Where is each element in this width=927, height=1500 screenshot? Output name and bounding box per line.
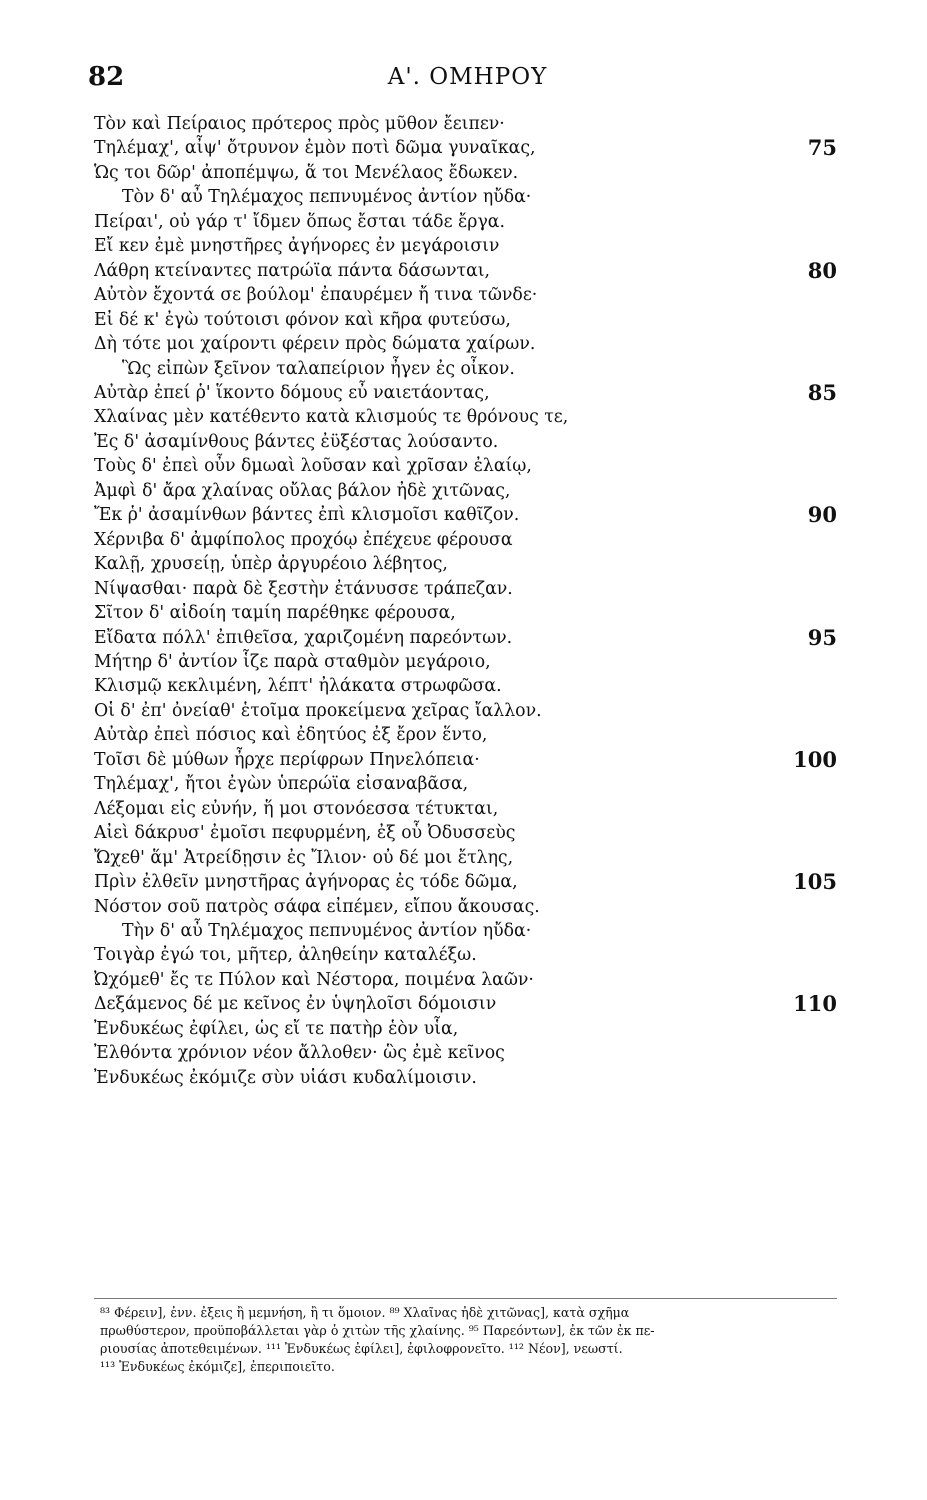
verse-text: Ὡς τοι δῶρ' ἀποπέμψω, ἅ τοι Μενέλαος ἔδωκεν. — [94, 162, 519, 183]
verse-line — [94, 528, 837, 552]
running-title: Α'. ΟΜΗΡΟΥ — [387, 64, 548, 90]
verse-line — [94, 259, 837, 283]
page-number: 82 — [88, 62, 125, 92]
verse-text: Εἴδατα πόλλ' ἐπιθεῖσα, χαριζομένη παρεόντων. — [94, 627, 513, 648]
footnote-line: ριουσίας ἀποτεθειμένων. ¹¹¹ Ἐνδυκέως ἐφίλει], ἐφιλοφρονεῖτο. ¹¹² Νέον], νεωστί. — [100, 1341, 623, 1356]
verse-line — [94, 1066, 837, 1090]
verse-line — [94, 405, 837, 429]
verse-text: Τηλέμαχ', αἶψ' ὄτρυνον ἐμὸν ποτὶ δῶμα γυναῖκας, — [94, 138, 536, 159]
page-header — [88, 62, 847, 102]
verse-line — [94, 870, 837, 894]
verse-line — [94, 234, 837, 258]
footnote-line: πρωθύστερον, προϋποβάλλεται γὰρ ὁ χιτὼν τῆς χλαίνης. ⁹⁵ Παρεόντων], ἐκ τῶν ἐκ πε- — [100, 1323, 655, 1338]
line-number: 95 — [807, 624, 837, 650]
verse-text: Ὣς εἰπὼν ξεῖνον ταλαπείριον ἦγεν ἐς οἶκον. — [122, 358, 515, 379]
verse-line — [94, 674, 837, 698]
verse-text: Τοὺς δ' ἐπεὶ οὖν δμωαὶ λοῦσαν καὶ χρῖσαν ἐλαίῳ, — [94, 456, 532, 477]
line-number: 90 — [807, 502, 837, 528]
verse-line — [94, 503, 837, 527]
verse-text: Τὸν δ' αὖ Τηλέμαχος πεπνυμένος ἀντίον ηὔδα· — [122, 187, 532, 208]
verse-line — [94, 821, 837, 845]
verse-text: Ἐνδυκέως ἐφίλει, ὡς εἴ τε πατὴρ ἑὸν υἷα, — [94, 1018, 459, 1039]
verse-text: Ἔκ ῥ' ἀσαμίνθων βάντες ἐπὶ κλισμοῖσι καθῖζον. — [94, 505, 520, 526]
verse-line — [94, 748, 837, 772]
verse-text: Δὴ τότε μοι χαίροντι φέρειν πρὸς δώματα χαίρων. — [94, 334, 536, 355]
verse-line — [94, 430, 837, 454]
verse-text: Νόστον σοῦ πατρὸς σάφα εἰπέμεν, εἴπου ἄκουσας. — [94, 896, 540, 917]
verse-text: Κλισμῷ κεκλιμένη, λέπτ' ἠλάκατα στρωφῶσα. — [94, 676, 502, 697]
verse-text: Δεξάμενος δέ με κεῖνος ἐν ὑψηλοῖσι δόμοισιν — [94, 994, 497, 1015]
verse-text: Τοιγὰρ ἐγώ τοι, μῆτερ, ἀληθείην καταλέξω. — [94, 945, 477, 966]
verse-text: Αὐτὸν ἔχοντά σε βούλομ' ἐπαυρέμεν ἤ τινα τῶνδε· — [94, 285, 538, 306]
verse-line — [94, 381, 837, 405]
verse-line — [94, 332, 837, 356]
verse-line — [94, 626, 837, 650]
verse-text: Νίψασθαι· παρὰ δὲ ξεστὴν ἐτάνυσσε τράπεζαν. — [94, 578, 513, 599]
verse-line — [94, 1017, 837, 1041]
verse-line — [94, 699, 837, 723]
verse-line — [94, 308, 837, 332]
footnote-rule — [94, 1298, 837, 1299]
verse-line — [94, 185, 837, 209]
verse-text: Τηλέμαχ', ἤτοι ἐγὼν ὑπερώϊα εἰσαναβᾶσα, — [94, 774, 469, 795]
verse-line — [94, 479, 837, 503]
verse-block — [94, 112, 837, 1090]
verse-line — [94, 895, 837, 919]
verse-text: Εἴ κεν ἐμὲ μνηστῆρες ἀγήνορες ἐν μεγάροισιν — [94, 236, 500, 257]
verse-text: Οἱ δ' ἐπ' ὀνείαθ' ἑτοῖμα προκείμενα χεῖρας ἴαλλον. — [94, 700, 542, 721]
verse-text: Χλαίνας μὲν κατέθεντο κατὰ κλισμούς τε θρόνους τε, — [94, 407, 569, 428]
verse-line — [94, 919, 837, 943]
verse-line — [94, 601, 837, 625]
footnote-line: ¹¹³ Ἐνδυκέως ἐκόμιζε], ἐπεριποιεῖτο. — [100, 1359, 335, 1374]
verse-text: Πείραι', οὐ γάρ τ' ἴδμεν ὅπως ἔσται τάδε ἔργα. — [94, 211, 505, 232]
verse-text: Ἐλθόντα χρόνιον νέον ἄλλοθεν· ὣς ἐμὲ κεῖνος — [94, 1043, 505, 1064]
line-number: 85 — [807, 379, 837, 405]
verse-text: Πρὶν ἐλθεῖν μνηστῆρας ἀγήνορας ἐς τόδε δῶμα, — [94, 872, 518, 893]
verse-line — [94, 968, 837, 992]
verse-text: Εἰ δέ κ' ἐγὼ τούτοισι φόνον καὶ κῆρα φυτεύσω, — [94, 309, 511, 330]
verse-text: Αὐτὰρ ἐπεὶ πόσιος καὶ ἐδητύος ἐξ ἔρον ἕντο, — [94, 725, 488, 746]
verse-text: Ὠχόμεθ' ἔς τε Πύλον καὶ Νέστορα, ποιμένα λαῶν· — [94, 969, 534, 990]
verse-text: Μήτηρ δ' ἀντίον ἷζε παρὰ σταθμὸν μεγάροιο, — [94, 651, 491, 672]
line-number: 100 — [793, 746, 837, 772]
verse-line — [94, 772, 837, 796]
verse-text: Σῖτον δ' αἰδοίη ταμίη παρέθηκε φέρουσα, — [94, 603, 456, 624]
verse-line — [94, 650, 837, 674]
verse-line — [94, 723, 837, 747]
line-number: 75 — [807, 135, 837, 161]
verse-line — [94, 797, 837, 821]
verse-text: Λάθρη κτείναντες πατρώϊα πάντα δάσωνται, — [94, 260, 491, 281]
verse-line — [94, 846, 837, 870]
verse-text: Αἰεὶ δάκρυσ' ἐμοῖσι πεφυρμένη, ἐξ οὗ Ὀδυσσεὺς — [94, 823, 516, 844]
verse-text: Ὤχεθ' ἅμ' Ἀτρείδῃσιν ἐς Ἴλιον· οὐ δέ μοι ἔτλης, — [94, 847, 514, 868]
verse-line — [94, 552, 837, 576]
verse-text: Τὴν δ' αὖ Τηλέμαχος πεπνυμένος ἀντίον ηὔδα· — [122, 920, 532, 941]
footnotes — [100, 1304, 849, 1376]
line-number: 110 — [793, 991, 837, 1017]
verse-text: Λέξομαι εἰς εὐνήν, ἥ μοι στονόεσσα τέτυκται, — [94, 798, 499, 819]
verse-text: Χέρνιβα δ' ἀμφίπολος προχόῳ ἐπέχευε φέρουσα — [94, 529, 513, 550]
footnote-line: ⁸³ Φέρειν], ἐνν. ἐξεις ἢ μεμνήση, ἢ τι ὅμοιον. ⁸⁹ Χλαῖνας ἠδὲ χιτῶνας], κατὰ σχῆμα — [100, 1305, 630, 1320]
verse-line — [94, 943, 837, 967]
verse-text: Ἐνδυκέως ἐκόμιζε σὺν υἱάσι κυδαλίμοισιν. — [94, 1067, 477, 1088]
verse-line — [94, 992, 837, 1016]
verse-text: Ἐς δ' ἀσαμίνθους βάντες ἐϋξέστας λούσαντο. — [94, 431, 499, 452]
verse-line — [94, 161, 837, 185]
verse-line — [94, 112, 837, 136]
verse-line — [94, 283, 837, 307]
line-number: 80 — [807, 257, 837, 283]
verse-line — [94, 1041, 837, 1065]
verse-text: Αὐτὰρ ἐπεί ῥ' ἵκοντο δόμους εὖ ναιετάοντας, — [94, 382, 490, 403]
verse-line — [94, 454, 837, 478]
verse-line — [94, 357, 837, 381]
line-number: 105 — [793, 869, 837, 895]
verse-line — [94, 577, 837, 601]
verse-line — [94, 136, 837, 160]
verse-line — [94, 210, 837, 234]
verse-text: Ἀμφὶ δ' ἄρα χλαίνας οὔλας βάλον ἠδὲ χιτῶνας, — [94, 480, 511, 501]
verse-text: Τὸν καὶ Πείραιος πρότερος πρὸς μῦθον ἔειπεν· — [94, 114, 505, 134]
verse-text: Τοῖσι δὲ μύθων ἦρχε περίφρων Πηνελόπεια· — [94, 749, 480, 770]
verse-text: Καλῇ, χρυσείῃ, ὑπὲρ ἀργυρέοιο λέβητος, — [94, 554, 448, 575]
